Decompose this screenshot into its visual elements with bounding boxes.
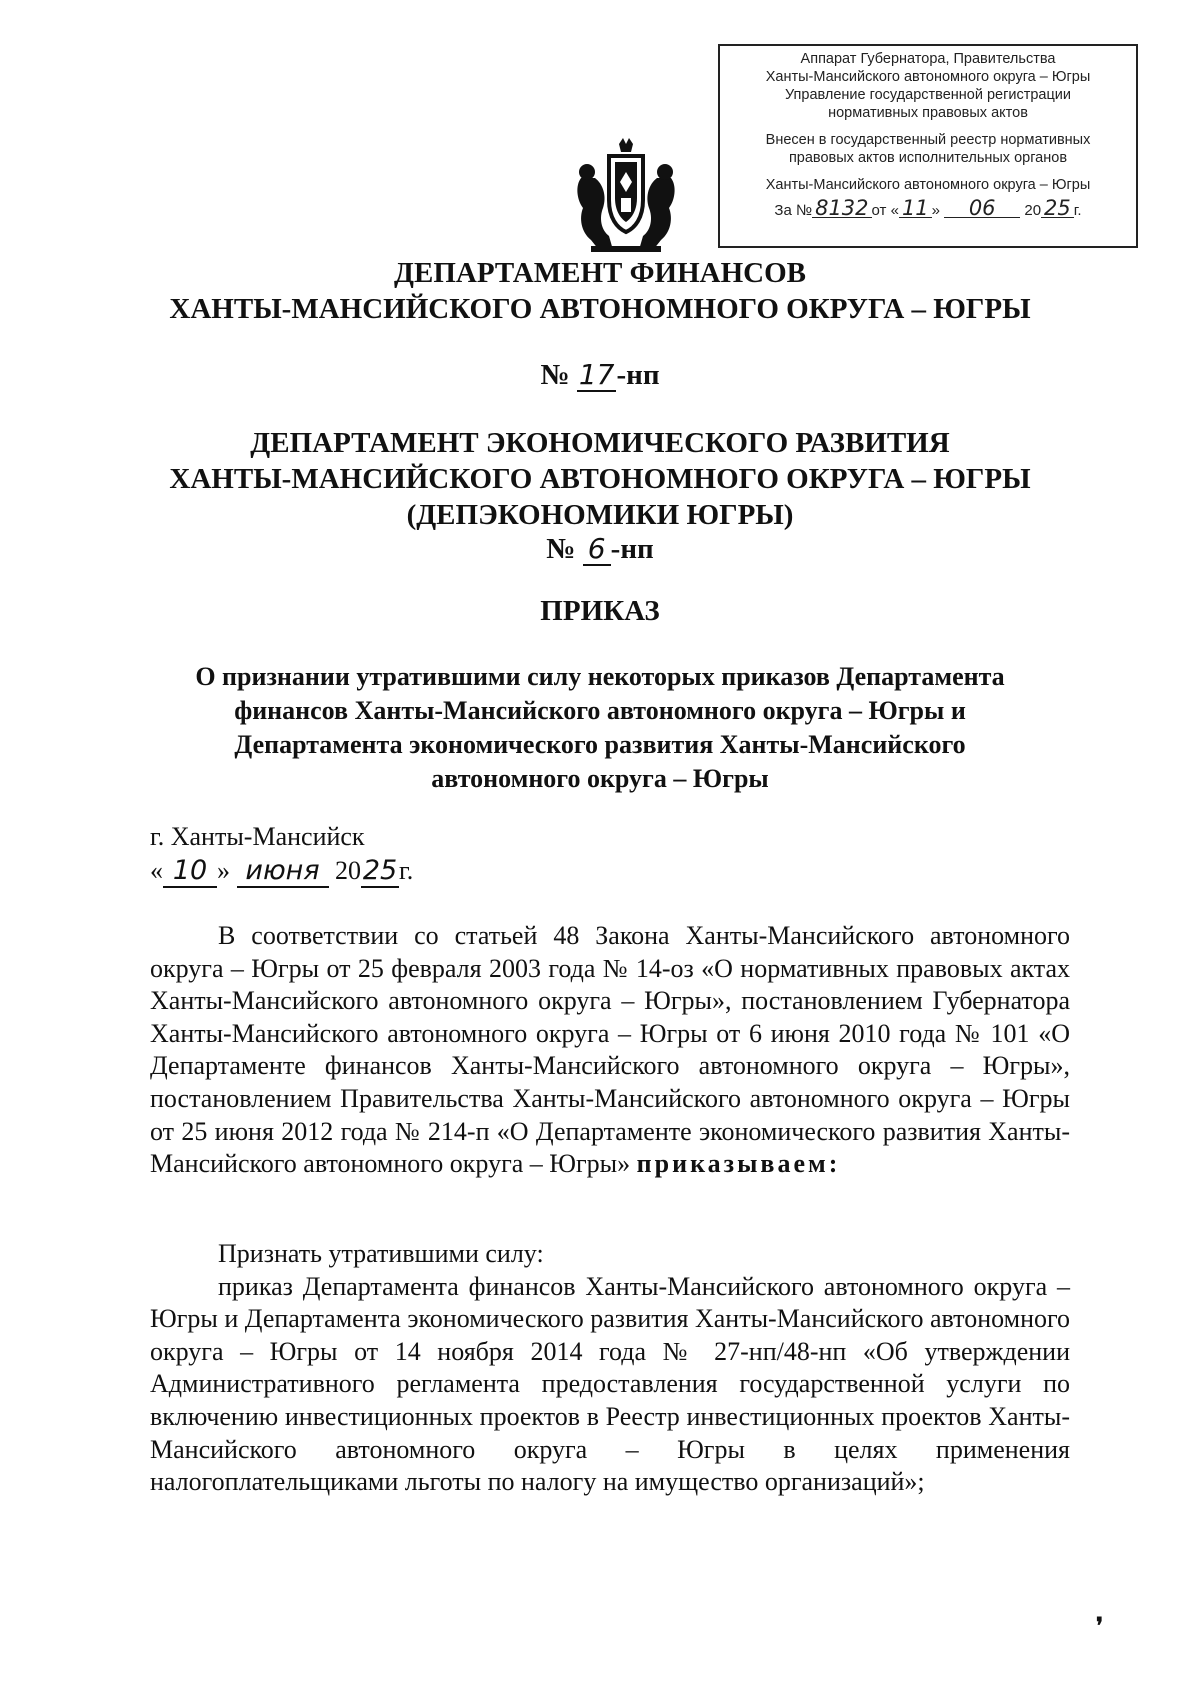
reg-prefix: За № [774, 202, 813, 219]
date-day: 10 [163, 855, 217, 888]
order-number-finance [0, 358, 1200, 393]
date-year: 25 [362, 855, 398, 886]
stamp-line: нормативных правовых актов [828, 105, 1028, 121]
handwritten-number: 17 [578, 358, 615, 391]
place-of-issue: г. Ханты-Мансийск [150, 822, 365, 851]
preamble [150, 920, 1070, 1181]
preamble-paragraph [150, 920, 1070, 1181]
stamp-line: Управление государственной регистрации [784, 87, 1072, 103]
registration-stamp [718, 44, 1138, 248]
handwritten-number: 6 [583, 534, 611, 566]
document-date [150, 855, 413, 888]
department-finance-region: ХАНТЫ-МАНСИЙСКОГО АВТОНОМНОГО ОКРУГА – ЮГРЫ [169, 293, 1031, 325]
stamp-line: Ханты-Мансийского автономного округа – Югры [765, 177, 1091, 193]
reg-day: 11 [899, 199, 932, 218]
reg-year-prefix: 20 [1024, 202, 1042, 219]
date-close-quote: » [217, 856, 230, 885]
order-intro: Признать утратившими силу: [218, 1239, 544, 1268]
department-economy-title: ДЕПАРТАМЕНТ ЭКОНОМИЧЕСКОГО РАЗВИТИЯ [250, 427, 950, 459]
document-title-line: финансов Ханты-Мансийского автономного округа – Югры и [234, 696, 966, 725]
document-title-line: О признании утратившими силу некоторых приказов Департамента [195, 662, 1005, 691]
number-suffix: -нп [616, 359, 660, 391]
order-section [150, 1238, 1070, 1499]
stamp-line: правовых актов исполнительных органов [788, 150, 1068, 166]
number-sign: № [540, 359, 570, 391]
reg-suffix: г. [1073, 202, 1082, 219]
order-item: приказ Департамента финансов Ханты-Мансийского автономного округа – Югры и Департамента экономического развития Ханты-Мансийского автономного округа – Югры от 14 ноября 2014 года № 27-нп/48-нп «Об утверждении Административного регламента предоставления государственной услуги по включению инвестиционных проектов в Реестр инвестиционных проектов Ханты-Мансийского автономного округа – Югры в целях применения налогоплательщиками льготы по налогу на имущество организаций»; [150, 1271, 1070, 1497]
department-economy-region: ХАНТЫ-МАНСИЙСКОГО АВТОНОМНОГО ОКРУГА – ЮГРЫ [169, 463, 1031, 495]
stamp-line: Аппарат Губернатора, Правительства [800, 51, 1056, 67]
preamble-text: В соответствии со статьей 48 Закона Ханты-Мансийского автономного округа – Югры от 25 февраля 2003 года № 14-оз «О нормативных правовых актах Ханты-Мансийского автономного округа – Югры», постановлением Губернатора Ханты-Мансийского автономного округа – Югры от 6 июня 2010 года № 101 «О Департаменте финансов Ханты-Мансийского автономного округа – Югры», постановлением Правительства Ханты-Мансийского автономного округа – Югры от 25 июня 2012 года № 214-п «О Департаменте экономического развития Ханты-Мансийского автономного округа – Югры» [150, 921, 1070, 1179]
department-finance-title: ДЕПАРТАМЕНТ ФИНАНСОВ [394, 257, 806, 289]
stamp-registration-line [724, 196, 1132, 220]
date-suffix: г. [399, 856, 414, 885]
document-title-line: Департамента экономического развития Ханты-Мансийского [234, 730, 966, 759]
page-mark: ❜ [1096, 1613, 1104, 1638]
date-open-quote: « [150, 856, 163, 885]
coat-of-arms-icon [571, 138, 681, 256]
number-sign: № [546, 533, 576, 565]
document-type: ПРИКАЗ [540, 595, 660, 627]
reg-number: 8132 [812, 199, 871, 218]
document-title-line: автономного округа – Югры [431, 764, 769, 793]
stamp-line: Внесен в государственный реестр нормативных [765, 132, 1091, 148]
order-verb: приказываем: [636, 1149, 841, 1179]
department-economy-short: (ДЕПЭКОНОМИКИ ЮГРЫ) [406, 499, 794, 531]
reg-month: 06 [944, 199, 1020, 218]
number-suffix: -нп [610, 533, 654, 565]
stamp-line: Ханты-Мансийского автономного округа – Югры [765, 69, 1091, 85]
reg-from: от « [871, 202, 899, 219]
reg-mid: » [931, 202, 941, 219]
order-number-economy [0, 532, 1200, 567]
date-year-prefix: 20 [335, 856, 361, 885]
reg-year: 25 [1041, 199, 1074, 218]
date-month: июня [237, 855, 329, 888]
